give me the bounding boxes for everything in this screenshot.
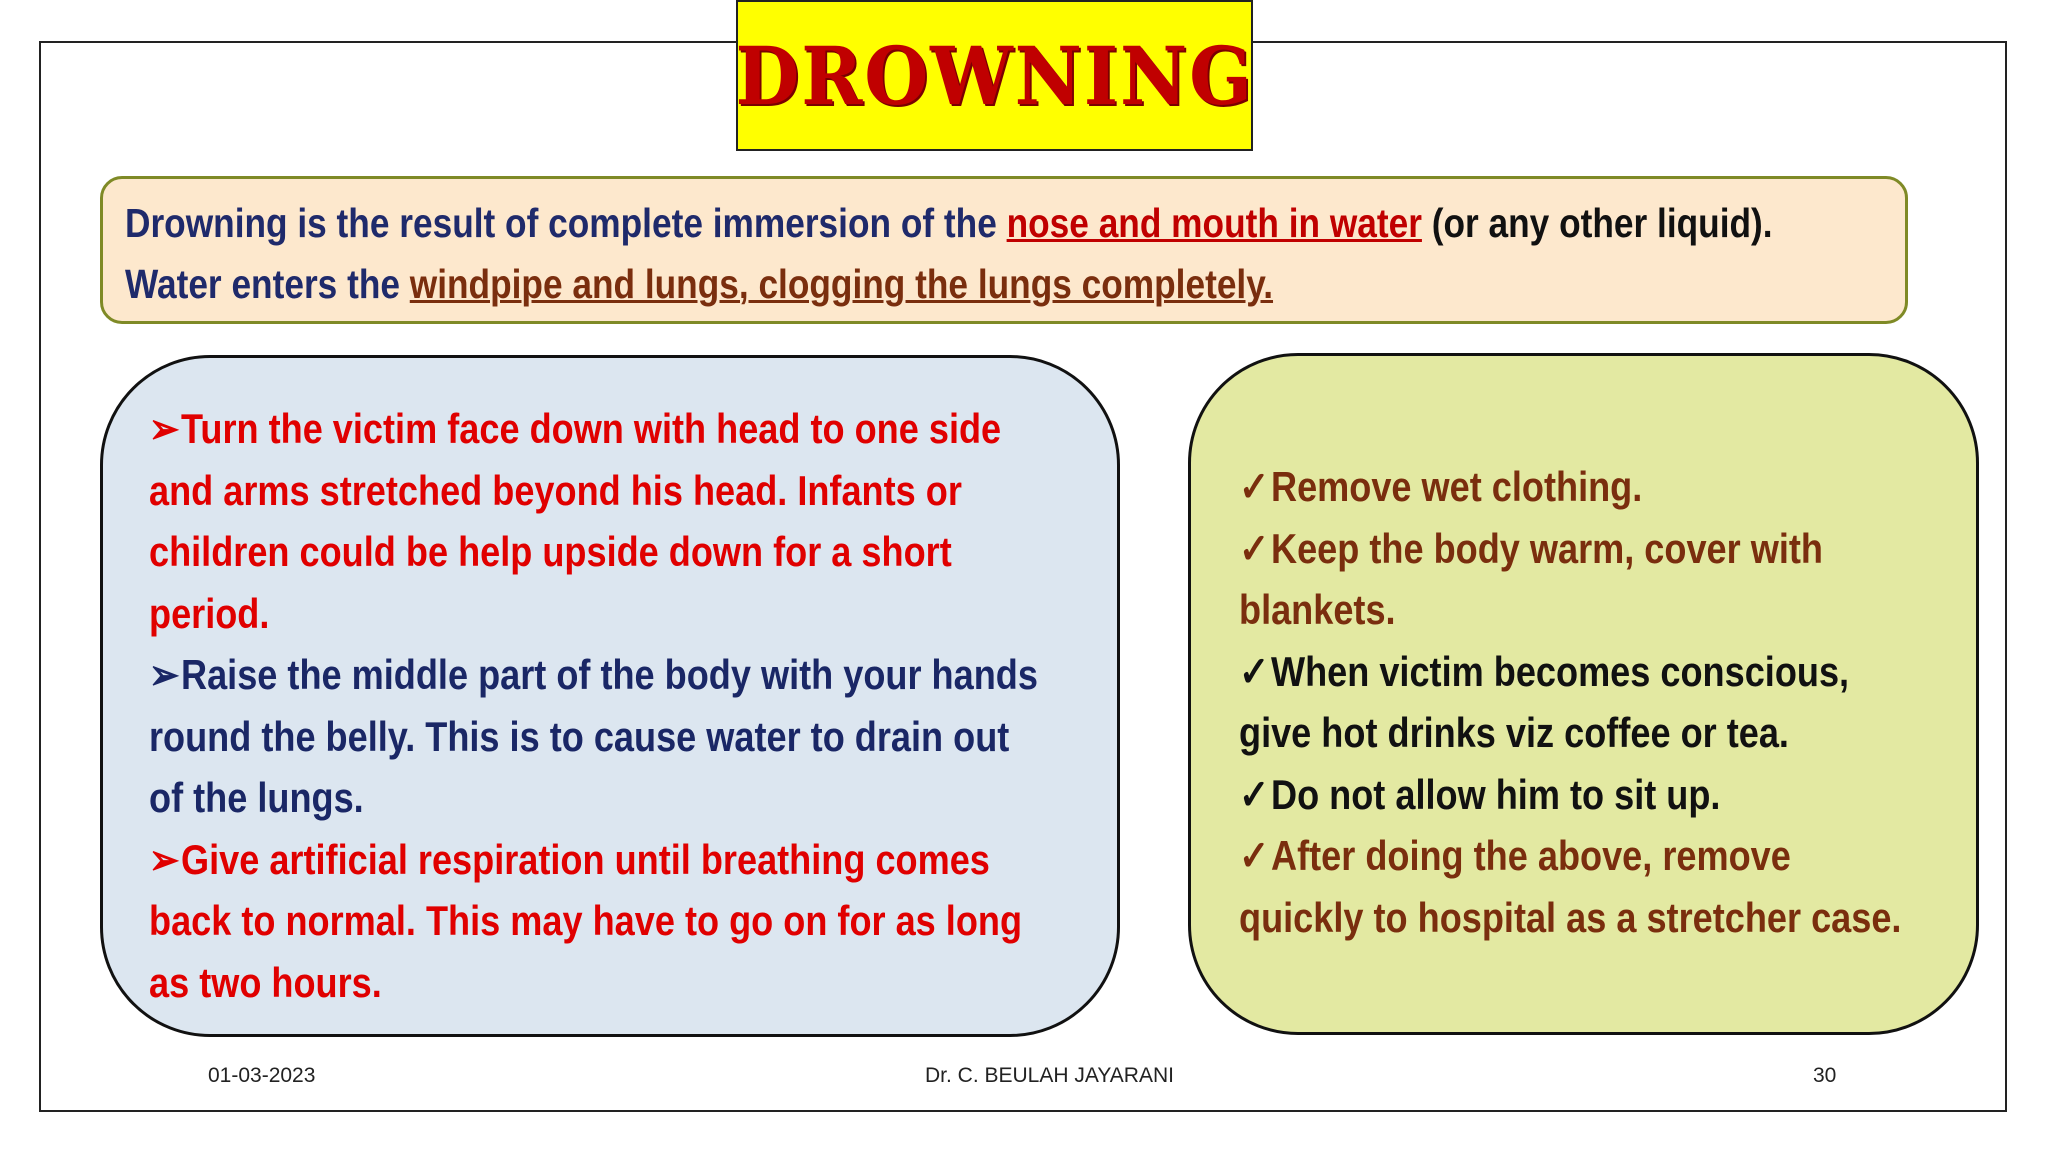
list-item-text: period. <box>149 589 270 637</box>
footer-date: 01-03-2023 <box>208 1064 316 1087</box>
intro-line-2 <box>125 254 1637 315</box>
check-bullet-icon: ✓ <box>1239 770 1270 818</box>
list-item-text: Turn the victim face down with head to one side <box>180 405 1002 452</box>
intro-box <box>100 176 1908 324</box>
list-item-text: as two hours. <box>149 958 382 1006</box>
left-panel <box>100 355 1120 1037</box>
list-item-text: of the lungs. <box>149 774 364 821</box>
intro-text: Drowning is the result of complete immersion of the <box>125 200 1007 246</box>
check-bullet-icon: ✓ <box>1239 524 1270 572</box>
check-bullet-icon: ✓ <box>1239 647 1270 695</box>
list-item-text: back to normal. This may have to go on for as long <box>149 897 1023 944</box>
list-item <box>149 829 990 891</box>
list-item-text: round the belly. This is to cause water to drain out <box>149 712 1010 760</box>
intro-line-1 <box>125 193 1773 254</box>
list-item <box>1239 825 1873 887</box>
list-item-text: Remove wet clothing. <box>1270 463 1643 510</box>
list-item-text: and arms stretched beyond his head. Infants or <box>149 466 962 514</box>
arrow-bullet-icon: ➢ <box>149 405 180 452</box>
title-box <box>736 0 1253 151</box>
list-item-text: When victim becomes conscious, <box>1270 647 1850 695</box>
footer-page-number: 30 <box>1813 1064 1837 1087</box>
arrow-bullet-icon: ➢ <box>149 835 180 883</box>
list-item <box>1239 764 1873 826</box>
list-item-text: blankets. <box>1239 586 1396 633</box>
intro-text: Water enters the <box>125 261 410 307</box>
list-item-text: Give artificial respiration until breathing comes <box>180 835 990 883</box>
list-item-text: Raise the middle part of the body with your hands <box>180 651 1038 698</box>
arrow-bullet-icon: ➢ <box>149 651 180 698</box>
intro-highlight-windpipe: windpipe and lungs, clogging the lungs completely. <box>409 261 1274 307</box>
list-item <box>1239 518 1873 580</box>
right-panel <box>1188 353 1979 1035</box>
list-item <box>1239 641 1873 703</box>
list-item-text: After doing the above, remove <box>1270 832 1791 879</box>
list-item <box>1239 456 1873 518</box>
intro-text: (or any other liquid). <box>1421 200 1773 246</box>
list-item-text: Keep the body warm, cover with <box>1270 524 1823 572</box>
slide-title: DROWNING <box>735 28 1254 123</box>
list-item-text: quickly to hospital as a stretcher case. <box>1239 893 1902 941</box>
intro-highlight-nose-mouth: nose and mouth in water <box>1006 200 1422 246</box>
list-item-text: children could be help upside down for a short <box>149 528 952 575</box>
check-bullet-icon: ✓ <box>1239 463 1270 510</box>
list-item-text: give hot drinks viz coffee or tea. <box>1239 709 1789 756</box>
list-item <box>149 398 1002 460</box>
footer-author: Dr. C. BEULAH JAYARANI <box>925 1064 1174 1087</box>
check-bullet-icon: ✓ <box>1239 832 1270 879</box>
list-item-text: Do not allow him to sit up. <box>1270 770 1721 818</box>
list-item <box>149 644 1038 706</box>
